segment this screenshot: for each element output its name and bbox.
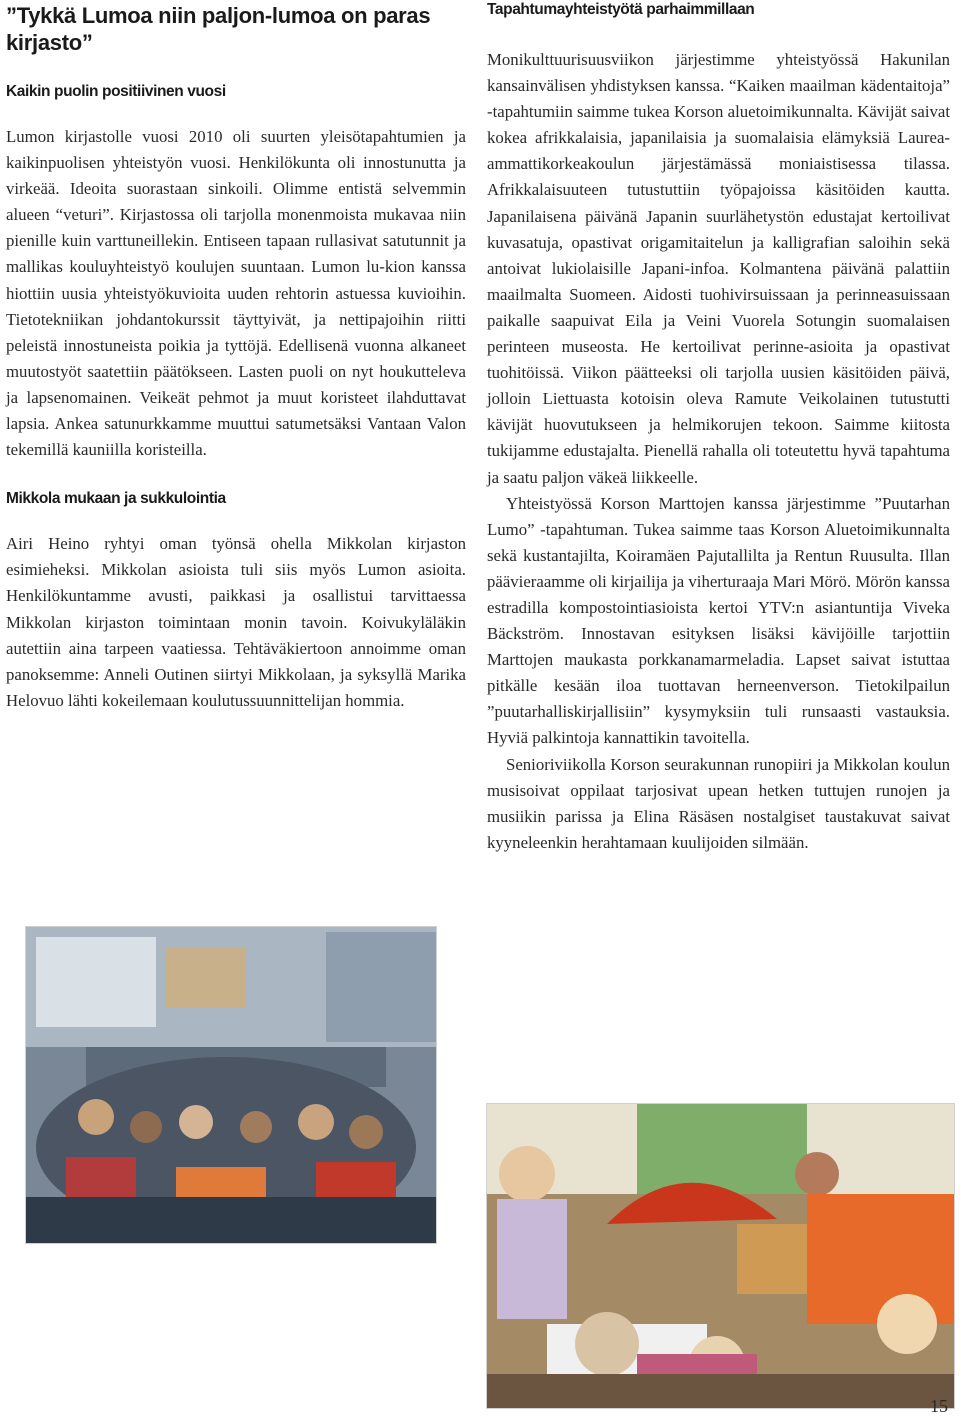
photo-children-storytime — [486, 1103, 955, 1409]
paragraph-garden-lumo: Yhteistyössä Korson Marttojen kanssa järjestimme ”Puutarhan Lumo” -tapahtuman. Tukea saimme taas Korson Aluetoimikunnalta sekä kustantajilta, Koiramäen Pajutallilta ja Rentun Ruusulta. Illan päävieraamme oli kirjailija ja viherturaaja Mari Mörö. Mörön kanssa estradilla kompostointiasioista kertoi YTV:n asiantuntija Viveka Bäckström. Innostavan esityksen lisäksi kävijöille tarjottiin Marttojen maukasta porkkanamarmeladia. Lapset saivat istuttaa pitkälle kesään iloa tuottavan herneenverson. Tietokilpailun ”puutarhalliskirjallisiin” kysymyksiin tuli runsaasti vastauksia. Hyviä palkintoja kannattikin tavoitella. — [487, 493, 950, 748]
photo-audience-library — [25, 926, 437, 1244]
paragraph-senior-week: Senioriviikolla Korson seurakunnan runopiiri ja Mikkolan koulun musisoivat oppilaat tarjosivat upean hetken tuttujen runojen ja musiikin parissa ja Elina Räsäsen nostalgiset taustakuvat saivat kyyneleenkin herahtamaan kuulijoiden silmään. — [487, 754, 950, 852]
page-number: 15 — [930, 1396, 948, 1416]
left-column — [6, 0, 466, 714]
paragraph-positive-year: Lumon kirjastolle vuosi 2010 oli suurten yleisötapahtumien ja kaikinpuolisen yhteistyön vuosi. Henkilökunta oli innostunutta ja virkeää. Ideoita suorastaan sinkoili. Olimme entistä selvemmin alueen “veturi”. Kirjastossa oli tarjolla monenmoista mukavaa niin pienille kuin varttuneillekin. Entiseen tapaan rullasivat satutunnit ja mallikas kouluyhteistyö koulujen suuntaan. Lumon lu-kion kanssa hiottiin uusia yhteistyökuvioita uuden rehtorin astuessa kuvioihin. Tietotekniikan johdantokurssit täyttyivät, ja nettipajoihin riitti peleistä innostuneista poikia ja tyttöjä. Edellisenä vuonna alkaneet muutostyöt saatettiin päätökseen. Lasten puoli on nyt houkutteleva ja lapsenomainen. Veikeät pehmot ja muut koristeet ilahduttavat lapsia. Ankea satunurkkamme muuttui satumetsäksi Vantaan Valon tekemillä kauniilla koristeilla. — [6, 127, 466, 460]
section-heading-positive-year: Kaikin puolin positiivinen vuosi — [6, 83, 226, 100]
section-heading-events: Tapahtumayhteistyötä parhaimmillaan — [487, 1, 755, 18]
section-heading-mikkola: Mikkola mukaan ja sukkulointia — [6, 490, 226, 508]
paragraph-mikkola: Airi Heino ryhtyi oman työnsä ohella Mikkolan kirjaston esimieheksi. Mikkolan asioista tuli siis myös Lumon asioita. Henkilökuntamme avusti, paikkasi ja osallistui tarvittaessa Mikkolan kirjaston toimintaan monin tavoin. Koivukyläläkin autettiin aina tarpeen vaatiessa. Tehtäväkiertoon annoimme oman panoksemme: Anneli Outinen siirtyi Mikkolaan, ja syksyllä Marika Helovuo lähti kokeilemaan koulutussuunnittelijan hommia. — [6, 534, 466, 710]
paragraph-multicultural-week: Monikulttuurisuusviikon järjestimme yhteistyössä Hakunilan kansainvälisen yhdistyksen kanssa. “Kaiken maailman kädentaitoja” -tapahtumiin saimme tukea Korson aluetoimikunnalta. Kävijät saivat kokea afrikkalaisia, japanilaisia ja suomalaisia elämyksiä Laurea-ammattikorkeakoulun järjestämässä moniaistisessa tilassa. Afrikkalaisuuteen tutustuttiin työpajoissa käsitöiden kautta. Japanilaisena päivänä Japanin suurlähetystön edustajat kertoilivat kuvasatuja, opastivat origamitaitelun ja kalligrafian saloihin sekä antoivat lukiolaisille Japani-infoa. Kolmantena päivänä palattiin maailmalta Suomeen. Aidosti tuohivirsuissaan ja perinneasuissaan paikalle saapuivat Eila ja Veini Vuorela Sotungin suomalaisen perinteen museosta. He kertoilivat perinne-asioita ja opastivat tuohitöissä. Viikon päätteeksi oli tarjolla uusien käsitöiden päivä, jolloin Liettuasta kotoisin oleva Ramute Veikolainen tutustutti kävijät huovutukseen ja helmikorujen tekoon. Saimme kiitosta tukijamme edustajalta. Pienellä rahalla oli toteutettu hyvä tapahtuma ja saatu paljon väkeä liikkeelle. — [487, 50, 950, 487]
right-column — [487, 0, 950, 856]
article-title: ”Tykkä Lumoa niin paljon-lumoa on paras kirjasto” — [6, 3, 431, 55]
